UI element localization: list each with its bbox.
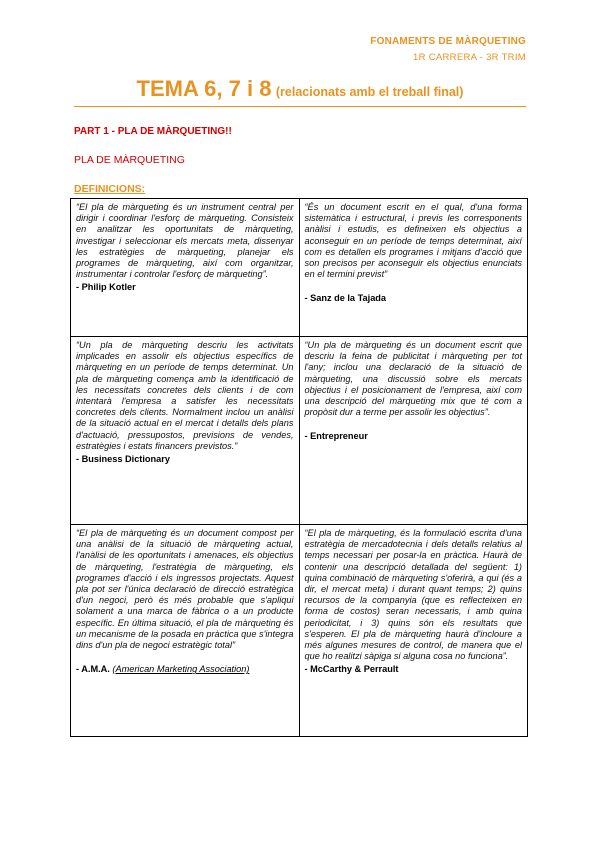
definitions-table (70, 198, 528, 737)
definition-cell-kotler (71, 199, 300, 337)
definition-cell-sanz (299, 199, 528, 337)
page-title-main: TEMA 6, 7 i 8 (136, 76, 272, 101)
definition-source: - Business Dictionary (76, 454, 170, 465)
section-label: PLA DE MÀRQUETING (74, 154, 185, 166)
table-row (71, 337, 528, 525)
course-term: 1R CARRERA - 3R TRIM (413, 52, 526, 63)
definition-source: - McCarthy & Perrault (304, 664, 399, 675)
definitions-heading: DEFINICIONS: (74, 183, 146, 195)
definition-quote: “El pla de màrqueting, és la formulació escrita d'una estratègia de mercadotecnia i dels detalls relatius al temps necessari per posar-la en pràctica. Haurà de contenir una descripció detallada del següent: 1) quina combinació de màrqueting s'oferirà, a qui (és a dir, el mercat meta) i durant quant temps; 2) quins recursos de la companyia (que es reflecteixen en forma de costos) seran necessaris, i amb quina periodicitat, i 3) quins són els resultats que s'esperen. El pla de màrqueting haurà d'incloure a més algunes mesures de control, de manera que el que ho realitzi sàpiga si alguna cosa no funciona”. (304, 528, 522, 662)
definition-quote: “El pla de màrqueting és un document compost per una anàlisi de la situació de màrqueting actual, l'anàlisi de les oportunitats i amenaces, els objectius de màrqueting, l'estratègia de màrqueting, els programes d'acció i els ingressos projectats. Aquest pla pot ser l'única declaració de direcció estratègica d'un negoci, però és més probable que s'apliqui solament a una marca de fàbrica o a un producte específic. En última situació, el pla de màrqueting és un mecanisme de la posada en pràctica que s'integra dins d'un pla de negoci estratègic total” (76, 528, 294, 651)
definition-quote: “Un pla de màrqueting és un document escrit que descriu la feina de publicitat i màrqueting per tot l'any; inclou una declaració de la situació de màrqueting, una discussió sobre els mercats objectius i el posicionament de l'empresa, així com una descripció del màrqueting mix que té com a propòsit dur a terme per assolir les objectius”. (304, 340, 522, 418)
definition-source-name: - A.M.A. (76, 664, 110, 675)
course-title: FONAMENTS DE MÀRQUETING (370, 36, 526, 47)
definition-cell-business-dictionary (71, 337, 300, 525)
definition-source (76, 664, 294, 675)
definition-source-extra: (American Marketing Association) (112, 664, 250, 675)
table-row (71, 199, 528, 337)
page-title-sub: (relacionats amb el treball final) (275, 85, 464, 99)
definition-source: - Philip Kotler (76, 282, 136, 293)
page-title (74, 76, 526, 102)
table-row (71, 525, 528, 737)
definition-cell-mccarthy (299, 525, 528, 737)
definition-quote: “Un pla de màrqueting descriu les activitats implicades en assolir els objectius específics de màrqueting en un període de temps determinat. Un pla de màrqueting comença amb la identificació de les necessitats concretes dels clients i de com intentarà l'empresa a satisfer les necessitats concretes dels clients. Normalment inclou un anàlisi de la situació actual en el mercat i detalls dels plans d'actuació, pressupostos, previsions de vendes, estratègies i estats financers previstos.” (76, 340, 294, 451)
definition-source: - Sanz de la Tajada (304, 293, 387, 304)
definition-cell-ama (71, 525, 300, 737)
definition-quote: “El pla de màrqueting és un instrument central per dirigir i coordinar l'esforç de màrqueting. Consisteix en analitzar les oportunitats de màrqueting, investigar i seleccionar els mercats meta, dissenyar les estratègies de màrqueting, planejar els programes de màrqueting, així com organitzar, instrumentar i controlar l'esforç de màrqueting”. (76, 202, 294, 280)
part-heading: PART 1 - PLA DE MÀRQUETING!! (74, 126, 232, 137)
definition-cell-entrepreneur (299, 337, 528, 525)
definition-source: - Entrepreneur (304, 431, 368, 442)
definition-quote: “És un document escrit en el qual, d'una forma sistemàtica i estructural, i previs les corresponents anàlisi i estudis, es defineixen els objectius a aconseguir en un període de temps determinat, així com es detallen els programes i mitjans d'acció que son precisos per aconseguir els objectius enunciats en el termini previst” (304, 202, 522, 280)
title-divider (74, 106, 526, 107)
